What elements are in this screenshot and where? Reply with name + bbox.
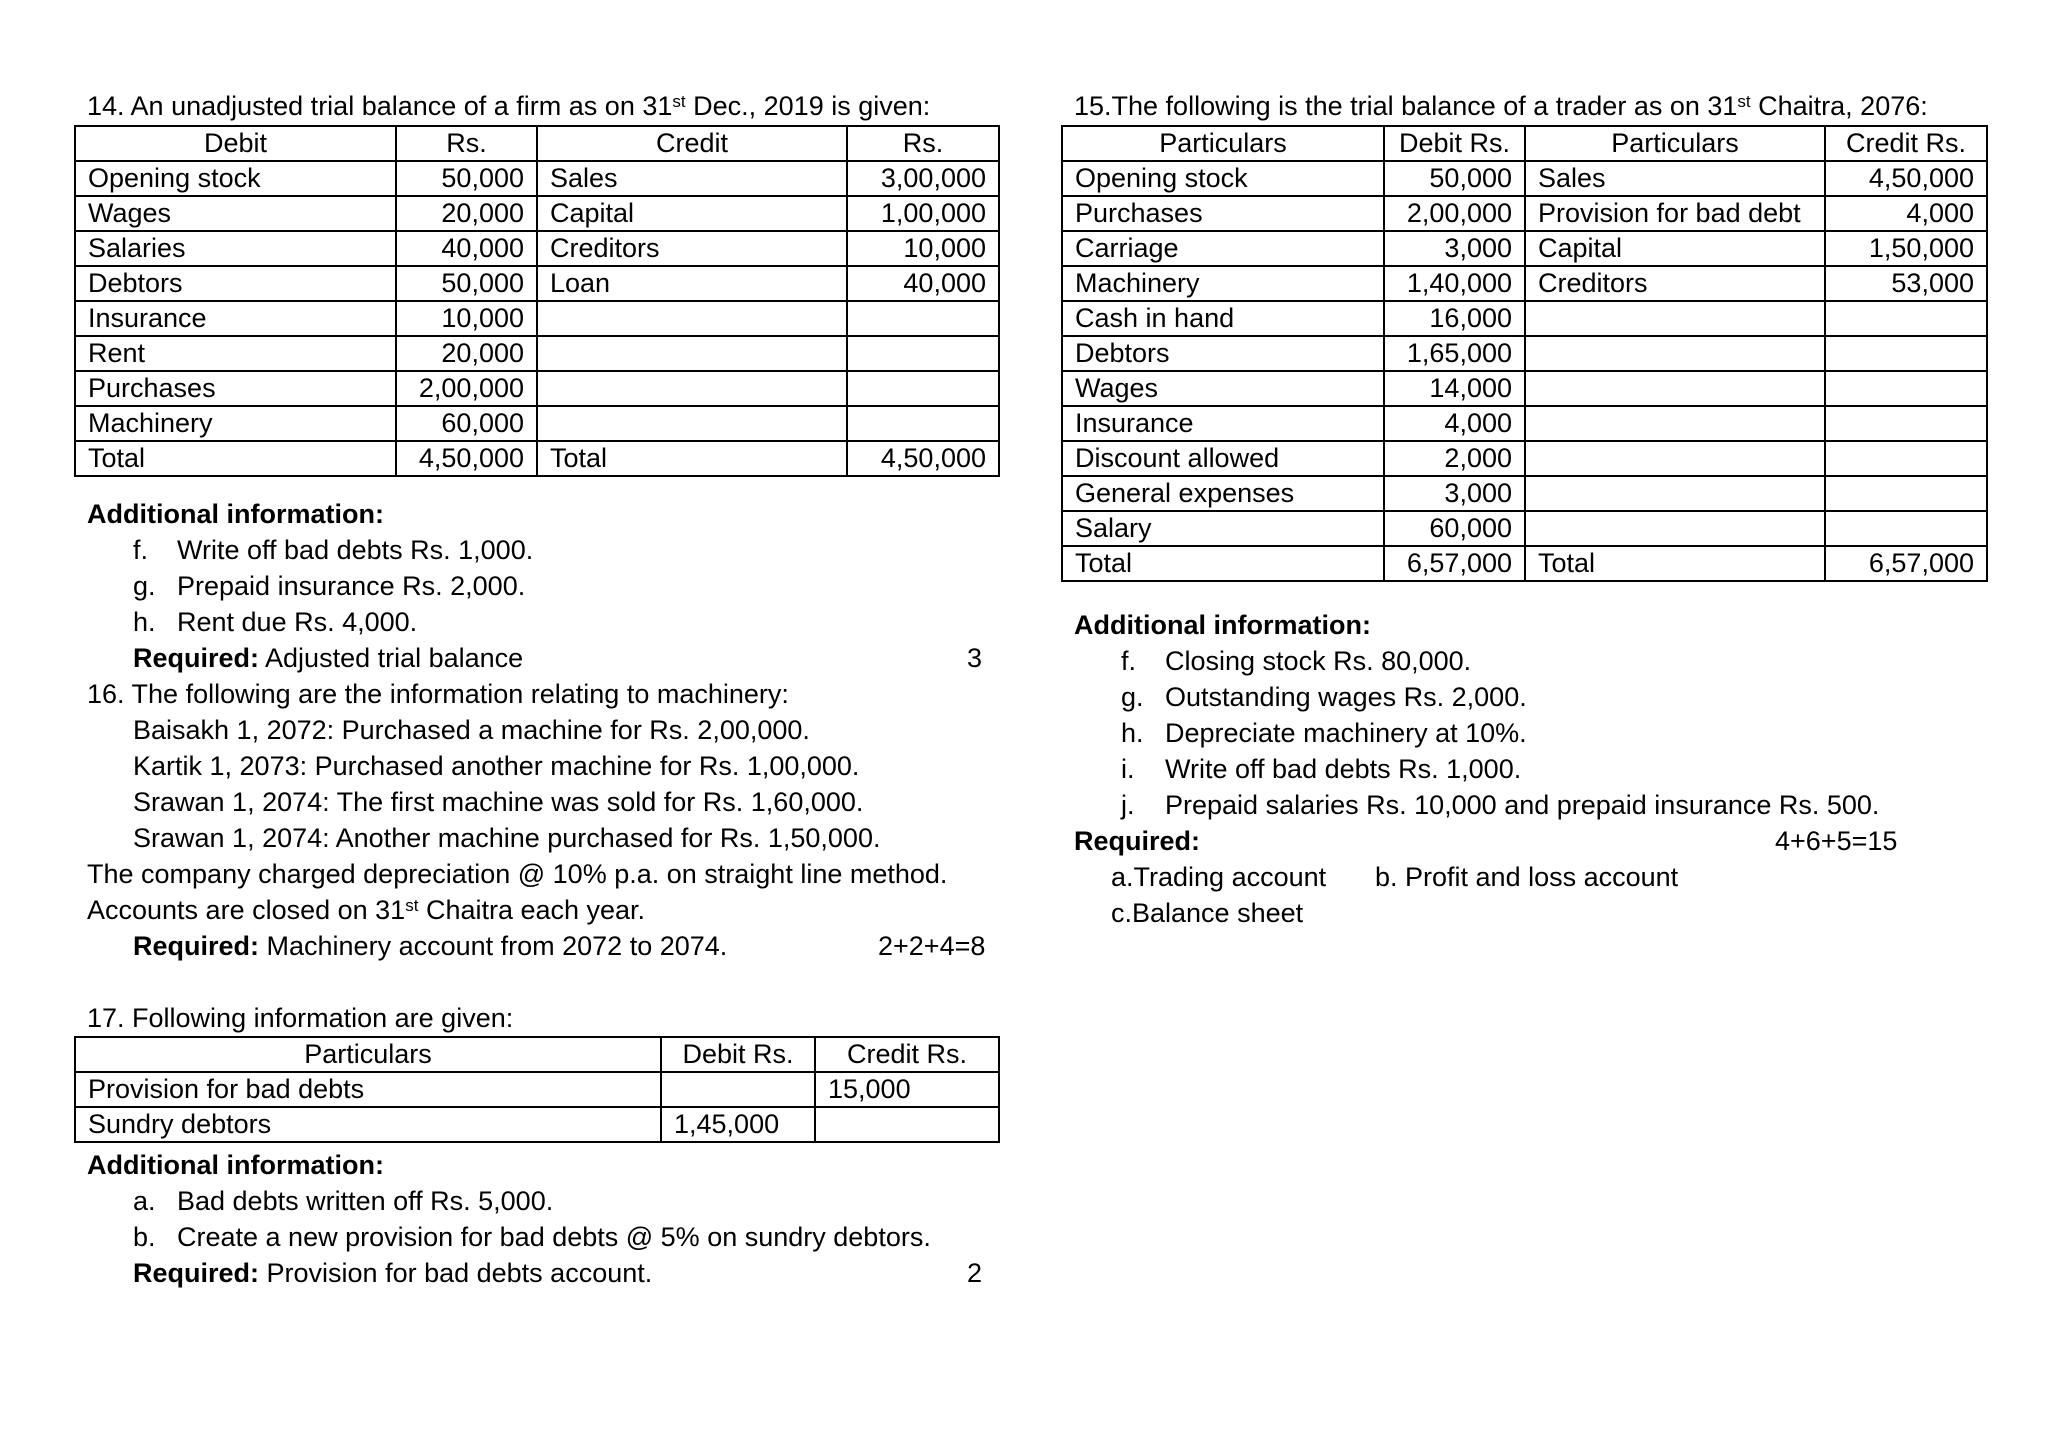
table-cell: Sales	[537, 161, 847, 196]
list-item-marker: g.	[133, 571, 156, 601]
list-item-text: Prepaid salaries Rs. 10,000 and prepaid insurance Rs. 500.	[1165, 790, 1880, 820]
q15-required-c: c.Balance sheet	[1111, 898, 1304, 928]
list-item-marker: a.	[133, 1186, 156, 1216]
table-cell: 50,000	[396, 266, 537, 301]
q17-marks: 2	[967, 1258, 983, 1288]
table-header-row	[1062, 126, 1987, 161]
table-cell: 14,000	[1384, 371, 1525, 406]
list-item-marker: i.	[1121, 754, 1135, 784]
table-cell	[537, 301, 847, 336]
q16-entry: Srawan 1, 2074: The first machine was sold for Rs. 1,60,000.	[133, 787, 864, 817]
table-cell: Total	[1062, 546, 1384, 581]
table-cell: 40,000	[396, 231, 537, 266]
table-cell: Purchases	[75, 371, 396, 406]
table-cell: Machinery	[75, 406, 396, 441]
table-cell: Cash in hand	[1062, 301, 1384, 336]
table-cell: Loan	[537, 266, 847, 301]
table-row	[1062, 336, 1987, 371]
table-cell	[661, 1072, 815, 1107]
table-row	[1062, 196, 1987, 231]
list-item	[1121, 643, 1471, 679]
table-cell: 3,000	[1384, 231, 1525, 266]
table-row	[1062, 371, 1987, 406]
table-cell: Capital	[1525, 231, 1825, 266]
table-cell: Total	[75, 441, 396, 476]
list-item	[1121, 787, 1879, 823]
table-cell	[1825, 406, 1987, 441]
table-cell: Rent	[75, 336, 396, 371]
table-cell: Creditors	[1525, 266, 1825, 301]
q14-trial-balance-table	[74, 125, 1000, 477]
table-cell	[1525, 336, 1825, 371]
table-row	[75, 266, 999, 301]
table-row	[1062, 511, 1987, 546]
column-header: Rs.	[847, 126, 999, 161]
table-cell: 60,000	[1384, 511, 1525, 546]
q16-entry: Kartik 1, 2073: Purchased another machine for Rs. 1,00,000.	[133, 751, 860, 781]
list-item	[133, 532, 533, 568]
table-row	[75, 161, 999, 196]
table-cell	[1825, 476, 1987, 511]
table-cell: 50,000	[396, 161, 537, 196]
list-item-text: Outstanding wages Rs. 2,000.	[1165, 682, 1527, 712]
column-header: Particulars	[1525, 126, 1825, 161]
list-item-text: Prepaid insurance Rs. 2,000.	[177, 571, 526, 601]
list-item-marker: b.	[133, 1222, 156, 1252]
table-cell: Machinery	[1062, 266, 1384, 301]
table-cell: Wages	[75, 196, 396, 231]
table-row	[75, 406, 999, 441]
column-header: Credit Rs.	[815, 1037, 999, 1072]
table-cell: Insurance	[1062, 406, 1384, 441]
q15-required-b: b. Profit and loss account	[1375, 862, 1679, 892]
table-cell	[537, 336, 847, 371]
table-cell	[847, 336, 999, 371]
list-item-marker: h.	[1121, 718, 1144, 748]
table-cell: 53,000	[1825, 266, 1987, 301]
table-cell: Salary	[1062, 511, 1384, 546]
table-cell: 6,57,000	[1825, 546, 1987, 581]
table-cell: Capital	[537, 196, 847, 231]
table-cell: Creditors	[537, 231, 847, 266]
table-cell: 2,00,000	[396, 371, 537, 406]
table-cell: Opening stock	[75, 161, 396, 196]
table-cell: Sales	[1525, 161, 1825, 196]
table-cell	[1525, 301, 1825, 336]
column-header: Debit Rs.	[661, 1037, 815, 1072]
table-header-row	[75, 1037, 999, 1072]
table-cell: Provision for bad debt	[1525, 196, 1825, 231]
table-cell	[847, 371, 999, 406]
list-item	[133, 1183, 553, 1219]
table-row	[1062, 476, 1987, 511]
list-item-text: Closing stock Rs. 80,000.	[1165, 646, 1472, 676]
table-cell: 3,000	[1384, 476, 1525, 511]
table-cell: Opening stock	[1062, 161, 1384, 196]
table-cell: 4,000	[1384, 406, 1525, 441]
table-cell: 1,45,000	[661, 1107, 815, 1142]
list-item-marker: j.	[1121, 790, 1135, 820]
q14-marks: 3	[967, 643, 983, 673]
table-cell	[1525, 371, 1825, 406]
table-row	[1062, 266, 1987, 301]
table-cell: 15,000	[815, 1072, 999, 1107]
table-cell: 4,50,000	[396, 441, 537, 476]
table-cell	[537, 371, 847, 406]
list-item	[1121, 751, 1521, 787]
table-row	[75, 371, 999, 406]
table-cell: Salaries	[75, 231, 396, 266]
list-item-text: Write off bad debts Rs. 1,000.	[177, 535, 534, 565]
list-item-marker: h.	[133, 607, 156, 637]
q16-entry: Baisakh 1, 2072: Purchased a machine for Rs. 2,00,000.	[133, 715, 810, 745]
table-cell: Insurance	[75, 301, 396, 336]
table-cell	[847, 301, 999, 336]
q16-note: The company charged depreciation @ 10% p.a. on straight line method.	[87, 859, 948, 889]
table-cell: 16,000	[1384, 301, 1525, 336]
q15-marks: 4+6+5=15	[1775, 826, 1898, 856]
table-cell	[815, 1107, 999, 1142]
q17-additional-label: Additional information:	[87, 1150, 384, 1180]
table-row	[1062, 441, 1987, 476]
column-header: Credit	[537, 126, 847, 161]
q15-required-label: Required:	[1074, 826, 1201, 856]
list-item-text: Rent due Rs. 4,000.	[177, 607, 418, 637]
table-cell	[1525, 441, 1825, 476]
list-item	[133, 604, 417, 640]
table-cell: Carriage	[1062, 231, 1384, 266]
table-cell: Debtors	[1062, 336, 1384, 371]
table-cell	[847, 406, 999, 441]
table-cell	[1525, 511, 1825, 546]
list-item	[1121, 715, 1527, 751]
table-cell: General expenses	[1062, 476, 1384, 511]
table-cell: 3,00,000	[847, 161, 999, 196]
table-cell: Wages	[1062, 371, 1384, 406]
table-row	[1062, 301, 1987, 336]
q16-marks: 2+2+4=8	[878, 931, 986, 961]
q14-title: 14. An unadjusted trial balance of a firm as on 31st Dec., 2019 is given:	[87, 91, 931, 121]
q16-entry: Srawan 1, 2074: Another machine purchased for Rs. 1,50,000.	[133, 823, 881, 853]
table-row	[75, 301, 999, 336]
table-cell: Purchases	[1062, 196, 1384, 231]
table-cell	[537, 406, 847, 441]
q16-note: Accounts are closed on 31st Chaitra each year.	[87, 895, 646, 925]
table-row	[1062, 161, 1987, 196]
table-cell: 10,000	[847, 231, 999, 266]
list-item-marker: f.	[1121, 646, 1137, 676]
table-cell: 20,000	[396, 196, 537, 231]
table-cell	[1825, 336, 1987, 371]
table-cell: 50,000	[1384, 161, 1525, 196]
list-item	[133, 568, 525, 604]
table-cell: 1,00,000	[847, 196, 999, 231]
table-cell	[1825, 441, 1987, 476]
column-header: Credit Rs.	[1825, 126, 1987, 161]
q15-additional-label: Additional information:	[1074, 610, 1371, 640]
column-header: Particulars	[75, 1037, 661, 1072]
table-cell: Sundry debtors	[75, 1107, 661, 1142]
table-row	[1062, 546, 1987, 581]
table-cell: 4,000	[1825, 196, 1987, 231]
table-cell: 60,000	[396, 406, 537, 441]
list-item-text: Bad debts written off Rs. 5,000.	[177, 1186, 554, 1216]
table-cell: 2,00,000	[1384, 196, 1525, 231]
q16-title: 16. The following are the information relating to machinery:	[87, 679, 789, 709]
table-cell: Discount allowed	[1062, 441, 1384, 476]
table-row	[75, 441, 999, 476]
column-header: Particulars	[1062, 126, 1384, 161]
list-item-marker: f.	[133, 535, 149, 565]
list-item	[133, 1219, 931, 1255]
table-row	[75, 1072, 999, 1107]
table-cell: Debtors	[75, 266, 396, 301]
column-header: Debit Rs.	[1384, 126, 1525, 161]
q15-required-a: a.Trading account	[1111, 862, 1327, 892]
table-cell: 2,000	[1384, 441, 1525, 476]
table-cell: 4,50,000	[847, 441, 999, 476]
table-cell	[1825, 301, 1987, 336]
table-row	[75, 231, 999, 266]
table-cell	[1825, 371, 1987, 406]
q14-required: Required: Adjusted trial balance	[133, 643, 524, 673]
table-row	[1062, 231, 1987, 266]
table-cell: 4,50,000	[1825, 161, 1987, 196]
table-cell	[1525, 406, 1825, 441]
table-cell: 1,50,000	[1825, 231, 1987, 266]
q17-required: Required: Provision for bad debts account.	[133, 1258, 653, 1288]
q17-title: 17. Following information are given:	[87, 1003, 514, 1033]
table-header-row	[75, 126, 999, 161]
q15-trial-balance-table	[1061, 125, 1988, 582]
table-cell: 40,000	[847, 266, 999, 301]
table-row	[75, 196, 999, 231]
q15-title: 15.The following is the trial balance of a trader as on 31st Chaitra, 2076:	[1074, 91, 1928, 121]
table-row	[75, 1107, 999, 1142]
list-item-marker: g.	[1121, 682, 1144, 712]
table-row	[1062, 406, 1987, 441]
table-cell	[1825, 511, 1987, 546]
table-cell	[1525, 476, 1825, 511]
table-cell: 20,000	[396, 336, 537, 371]
table-cell: 1,40,000	[1384, 266, 1525, 301]
column-header: Rs.	[396, 126, 537, 161]
table-cell: 10,000	[396, 301, 537, 336]
list-item-text: Write off bad debts Rs. 1,000.	[1165, 754, 1522, 784]
list-item	[1121, 679, 1527, 715]
table-cell: 1,65,000	[1384, 336, 1525, 371]
q17-table	[74, 1036, 1000, 1143]
table-cell: Total	[537, 441, 847, 476]
q14-additional-label: Additional information:	[87, 499, 384, 529]
table-cell: Provision for bad debts	[75, 1072, 661, 1107]
table-cell: Total	[1525, 546, 1825, 581]
list-item-text: Depreciate machinery at 10%.	[1165, 718, 1527, 748]
table-row	[75, 336, 999, 371]
table-cell: 6,57,000	[1384, 546, 1525, 581]
list-item-text: Create a new provision for bad debts @ 5% on sundry debtors.	[177, 1222, 931, 1252]
column-header: Debit	[75, 126, 396, 161]
q16-required: Required: Machinery account from 2072 to 2074.	[133, 931, 728, 961]
